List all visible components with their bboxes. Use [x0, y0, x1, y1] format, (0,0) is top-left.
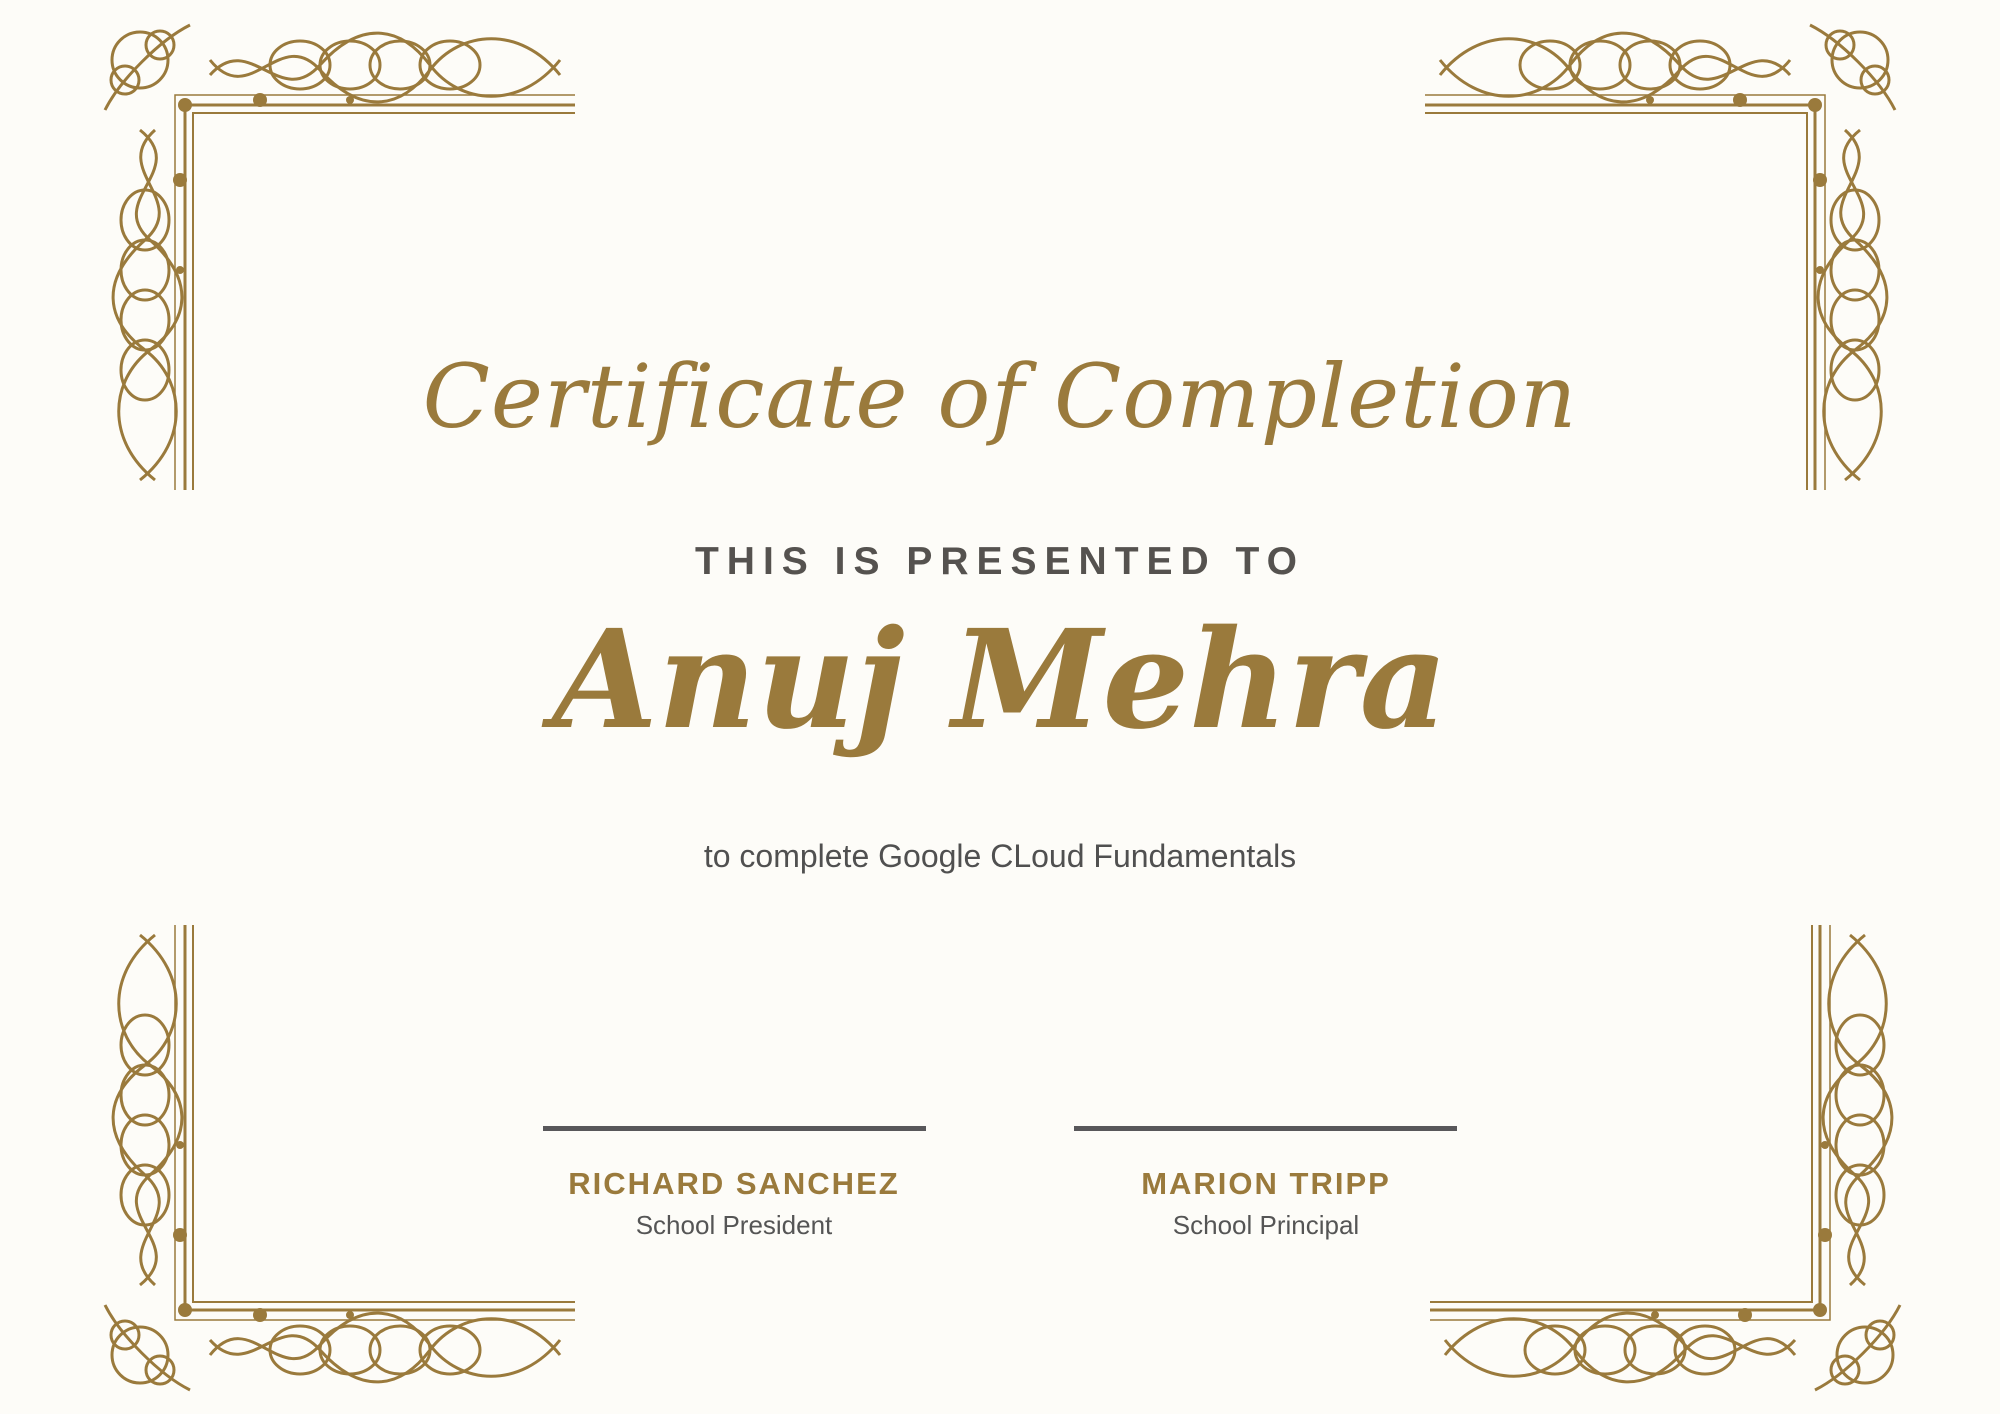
recipient-name: Anuj Mehra	[552, 600, 1448, 760]
completion-reason: to complete Google CLoud Fundamentals	[703, 838, 1297, 874]
signatory-role-principal: School Principal	[1172, 1210, 1360, 1240]
presented-label: THIS IS PRESENTED TO	[694, 540, 1306, 583]
certificate-title: Certificate of Completion	[422, 345, 1578, 448]
signature-line-principal	[1074, 1126, 1457, 1131]
ornament-corner-bottom-right	[1425, 915, 1905, 1395]
signatory-name-principal: MARION TRIPP	[1141, 1166, 1391, 1201]
signatory-role-president: School President	[635, 1210, 833, 1240]
signatory-name-president: RICHARD SANCHEZ	[568, 1166, 900, 1201]
ornament-bottom-right-icon	[1425, 915, 1905, 1395]
signature-line-president	[543, 1126, 926, 1131]
ornament-bottom-left-icon	[100, 915, 580, 1395]
ornament-corner-bottom-left	[100, 915, 580, 1395]
